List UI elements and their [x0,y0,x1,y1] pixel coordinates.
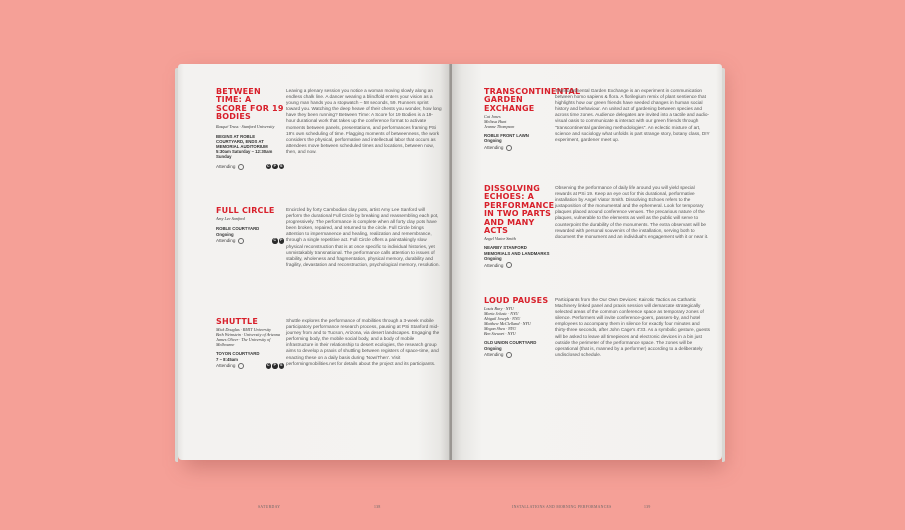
entry-time: Ongoing [484,255,502,261]
page-number: 139 [644,505,651,509]
right-page [452,64,722,509]
attending-checkbox[interactable] [238,238,244,244]
entry-title: DISSOLVING ECHOES: A PERFORMANCE IN TWO PARTS AND MANY ACTS [484,184,555,236]
entry-description: Encircled by forty Cambodian clay pots, artist Amy Lee Sanford will perform the durational Full Circle by breaking and reassembling each pot, progressively. The performance is complete when all forty clay pots have been broken, repaired, and returned to the circle. Full Circle brings attention to impermanence and healing, realization and remembrance, through a single repetitive act. Full Circle offers a painstakingly slow physical reconstruction that is at once specific to individual histories, yet unmistakably transnational. The performance calls attention to issues of stability, wholeness and fragmentation, physical memory, durability and fragility, devastation and reconstruction, psychological memory, resolution. [286,207,440,267]
seating-icon: S [280,163,283,168]
entry-time: Ongoing [484,138,502,144]
attending-checkbox[interactable] [238,363,244,369]
entry-title: LOUD PAUSES [484,296,549,305]
attending-label: Attending [484,145,504,151]
entry-location: ROBLE COURTYARD [216,226,260,232]
attending-checkbox[interactable] [506,262,512,268]
attending-row [484,352,552,358]
entry-person: Angel Viator Smith [484,236,516,242]
entry-person: Amy Lee Sanford [216,216,245,222]
entry-person: Megan Shea · NYU [484,326,517,332]
attending-label: Attending [484,352,504,358]
entry-meta [484,87,581,151]
attending-row [216,238,284,244]
entry-title: BETWEEN TIME: A SCORE FOR 19 BODIES [216,87,284,122]
attending-label: Attending [216,363,236,369]
entry-location: BEGINS AT ROBLE COURTYARD, ENDS AT MEMORIAL AUDITORIUM [216,133,268,150]
parking-icon: P [280,238,283,243]
attending-row [484,262,552,268]
entry-person: Rasqué Truss · Stanford University [216,123,275,129]
caption-icon: C [266,163,270,168]
attending-label: Attending [216,164,236,170]
attending-row [216,164,284,170]
entry-person: Ben Stewart · NYU [484,331,516,337]
entry-time: 5:30am Saturday – 12:30am Sunday [216,149,273,160]
attending-row [216,363,284,369]
entry-person: Maria Jelusic · NYU [484,311,519,317]
entry-person: Abigail Joseph · NYU [484,316,521,322]
entry-title: FULL CIRCLE [216,206,275,215]
entry-meta [216,207,284,244]
entry-description: Observing the performance of daily life around you will yield special rewards at PSi 19. Keep an eye out for this durational, performative installation by Angel Viator Smith. Dissolving Echoes refers to the juxtaposition of the monumental and the ephemeral. Look for temporary plaques placed around conference venues. The precarious nature of the plaques, vulnerable to the elements as well as the public will serve to counterpoint the durability of the monuments. The extra observant will be rewarded with personal souvenirs of the installation, serving both to document the monument and an individual's engagement with it or near it. [555,185,709,239]
entry-location: TOYON COURTYARD [216,351,260,357]
entry-meta [484,297,552,358]
attending-checkbox[interactable] [506,352,512,358]
entry-person: Mick Douglas · RMIT University [216,327,271,333]
parking-icon: P [273,363,276,368]
access-icons [266,363,285,369]
entry-title: TRANSCONTINENTAL GARDEN EXCHANGE [484,87,581,113]
attending-checkbox[interactable] [238,164,244,170]
entry-description: Shuttle explores the performance of mobilities through a 3-week mobile participatory performance research process, pausing at PSi Stanford mid-journey from and to Tucson, Arizona, via desert landscapes. Engaging the performing body, the mobile social body, and a body of mobile infrastructure in their relationship to desert ecologies, the research group aims to develop a praxis of shuttling between registers of space-time, and enacting these on a daily basis during 'Now/Then'. Visit performingmobilities.net for details about the project and its participants. [286,318,440,366]
entry-person: Melissa Hunt [484,119,507,125]
running-footer: INSTALLATIONS AND MORNING PERFORMANCES [512,505,612,509]
entry-meta [484,184,555,268]
entry-time: Ongoing [216,231,234,237]
caption-icon: C [273,238,277,243]
entry-description: Leaving a plenary session you notice a woman moving slowly along an endless chalk line. A dancer wearing a blindfold enters your vision as a young man hands you a stopwatch – 58 seconds, 59. Runners sprint toward you. Watching the deep heave of their chests you wonder, how long have they been running? Between Time: A Score for 19 Bodies is a 19-hour durational work that takes up the conference format to activate moments between panels, presentations, and performances framing PSi 19's own scheduling of time. Flagging moments of betweenness, the work considers the physical, performative and intellectual labor that occurs as attendees move between scheduled times and locations, between now, then, and now. [286,88,442,154]
attending-label: Attending [216,238,236,244]
caption-icon: C [266,363,270,368]
seating-icon: S [280,363,283,368]
entry-location: NEARBY STANFORD MEMORIALS AND LANDMARKS [484,245,550,256]
entry-person: James Oliver · The University of Melbourne [216,337,271,348]
access-icons [266,164,285,170]
left-page [178,64,450,509]
entry-person: Louis Bury · NYU [484,306,514,312]
entry-location: OLD UNION COURTYARD [484,340,537,346]
entry-description: Participants from the Our Own Devices: Kairotic Tactics as Cathartic Machinery linked panel and praxis session will demarcate strategically selected areas of the common conference space as temporary zones of silence. Performers will invite conference-goers, passers-by, and hotel employees to accompany them in silence for exactly four minutes and thirty-three seconds, after John Cage's 4'33. As a symbolic gesture, guests will be asked to leave all timepieces and electronic devices in a bin just outside the perimeter of the performance space. The zones will be operational (that is, manned by a performer) according to a deliberately undisclosed schedule. [555,297,710,357]
attending-row [484,145,552,151]
entry-person: Matthew McClelland · NYU [484,321,531,327]
entry-meta [216,318,284,369]
attending-checkbox[interactable] [506,145,512,151]
entry-person: Jeanne Thompson [484,124,515,130]
entry-person: Beth Weinstein · University of Arizona [216,332,280,338]
attending-label: Attending [484,262,504,268]
page-number: 138 [374,505,381,509]
entry-title: SHUTTLE [216,317,259,326]
entry-person: Cat Jones [484,114,501,120]
entry-location: ROBLE FRONT LAWN [484,133,529,139]
parking-icon: P [273,163,276,168]
entry-time: 7 – 8:45am [216,356,238,362]
entry-description: Transcontinental Garden Exchange is an experiment in communication between homo sapiens & flora. A florilegium remix of plant sentience that highlights how our green friends have seeded changes in human social history and behaviour. An united act of gardening between species and across time zones. Audience delegates are invited into a tactile and audio-visual oasis to communicate & interact with our green friends through "transcontinental gardening methodologies". An eclectic mixture of art, science and sociology what unfolds is part strange story, botany class, DIY experiment, gardener meet up. [555,88,710,142]
entry-time: Ongoing [484,345,502,351]
entry-meta [216,88,284,170]
running-footer: SATURDAY [258,505,281,509]
access-icons [272,238,284,244]
